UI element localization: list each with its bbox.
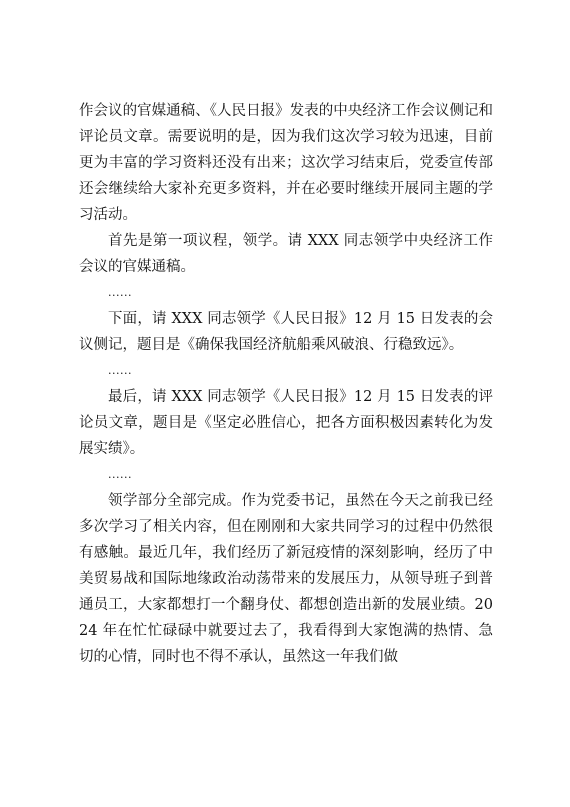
ellipsis-marker: ......: [108, 286, 132, 299]
paragraph-third-reading: 最后，请 XXX 同志领学《人民日报》12 月 15 日发表的评论员文章，题目是《坚定必胜信心，把各方面积极因素转化为发展实绩》。: [79, 389, 493, 457]
ellipsis-marker: ......: [108, 364, 132, 377]
ellipsis-marker: ......: [108, 468, 132, 481]
paragraph-secretary-remarks: 领学部分全部完成。作为党委书记，虽然在今天之前我已经多次学习了相关内容，但在刚刚和大家共同学习的过程中仍然很有感触。最近几年，我们经历了新冠疫情的深刻影响，经历了中美贸易战和国际地缘政治动荡带来的发展压力，从领导班子到普通员工，大家都想打一个翻身仗、都想创造出新的发展业绩。2024 年在忙忙碌碌中就要过去了，我看得到大家饱满的热情、急切的心情，同时也不得不承认，虽然这一年我们做: [79, 493, 493, 665]
paragraph-second-reading: 下面，请 XXX 同志领学《人民日报》12 月 15 日发表的会议侧记，题目是《确保我国经济航船乘风破浪、行稳致远》。: [79, 311, 493, 353]
paragraph-first-agenda: 首先是第一项议程，领学。请 XXX 同志领学中央经济工作会议的官媒通稿。: [79, 233, 493, 275]
paragraph-intro-continuation: 作会议的官媒通稿、《人民日报》发表的中央经济工作会议侧记和评论员文章。需要说明的是，因为我们这次学习较为迅速，目前更为丰富的学习资料还没有出来；这次学习结束后，党委宣传部还会继续给大家补充更多资料，并在必要时继续开展同主题的学习活动。: [79, 103, 493, 223]
document-body: [79, 98, 493, 670]
